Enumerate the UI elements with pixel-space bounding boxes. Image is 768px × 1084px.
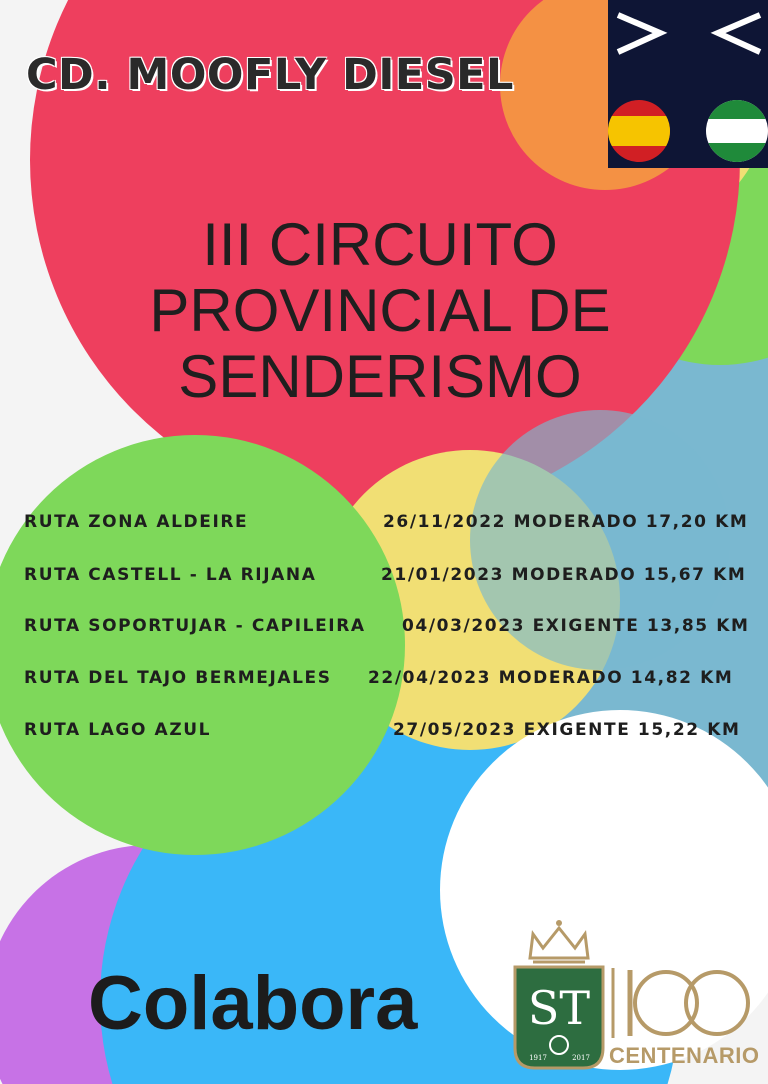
centenario-label: CENTENARIO [609, 1043, 760, 1068]
monogram: ST [527, 981, 591, 1035]
route-details: 22/04/2023 MODERADO 14,82 KM [368, 668, 734, 688]
year-end: 2017 [572, 1054, 590, 1062]
collaborates-label: Colabora [88, 961, 418, 1046]
title-line: SENDERISMO [178, 343, 582, 410]
title-line: PROVINCIAL DE [149, 277, 611, 344]
title-line: III CIRCUITO [202, 211, 558, 278]
route-name: RUTA DEL TAJO BERMEJALES [24, 668, 332, 688]
route-details: 27/05/2023 EXIGENTE 15,22 KM [393, 720, 741, 740]
route-name: RUTA CASTELL - LA RIJANA [24, 565, 317, 585]
green-circle [0, 435, 405, 855]
route-details: 21/01/2023 MODERADO 15,67 KM [381, 565, 747, 585]
route-details: 04/03/2023 EXIGENTE 13,85 KM [402, 616, 750, 636]
route-name: RUTA LAGO AZUL [24, 720, 212, 740]
event-title [120, 212, 640, 410]
club-name: CD. MOOFLY DIESEL [26, 50, 514, 100]
year-start: 1917 [529, 1054, 547, 1062]
route-details: 26/11/2022 MODERADO 17,20 KM [383, 512, 749, 532]
route-name: RUTA SOPORTUJAR - CAPILEIRA [24, 616, 366, 636]
flags-panel [600, 0, 768, 170]
route-name: RUTA ZONA ALDEIRE [24, 512, 249, 532]
